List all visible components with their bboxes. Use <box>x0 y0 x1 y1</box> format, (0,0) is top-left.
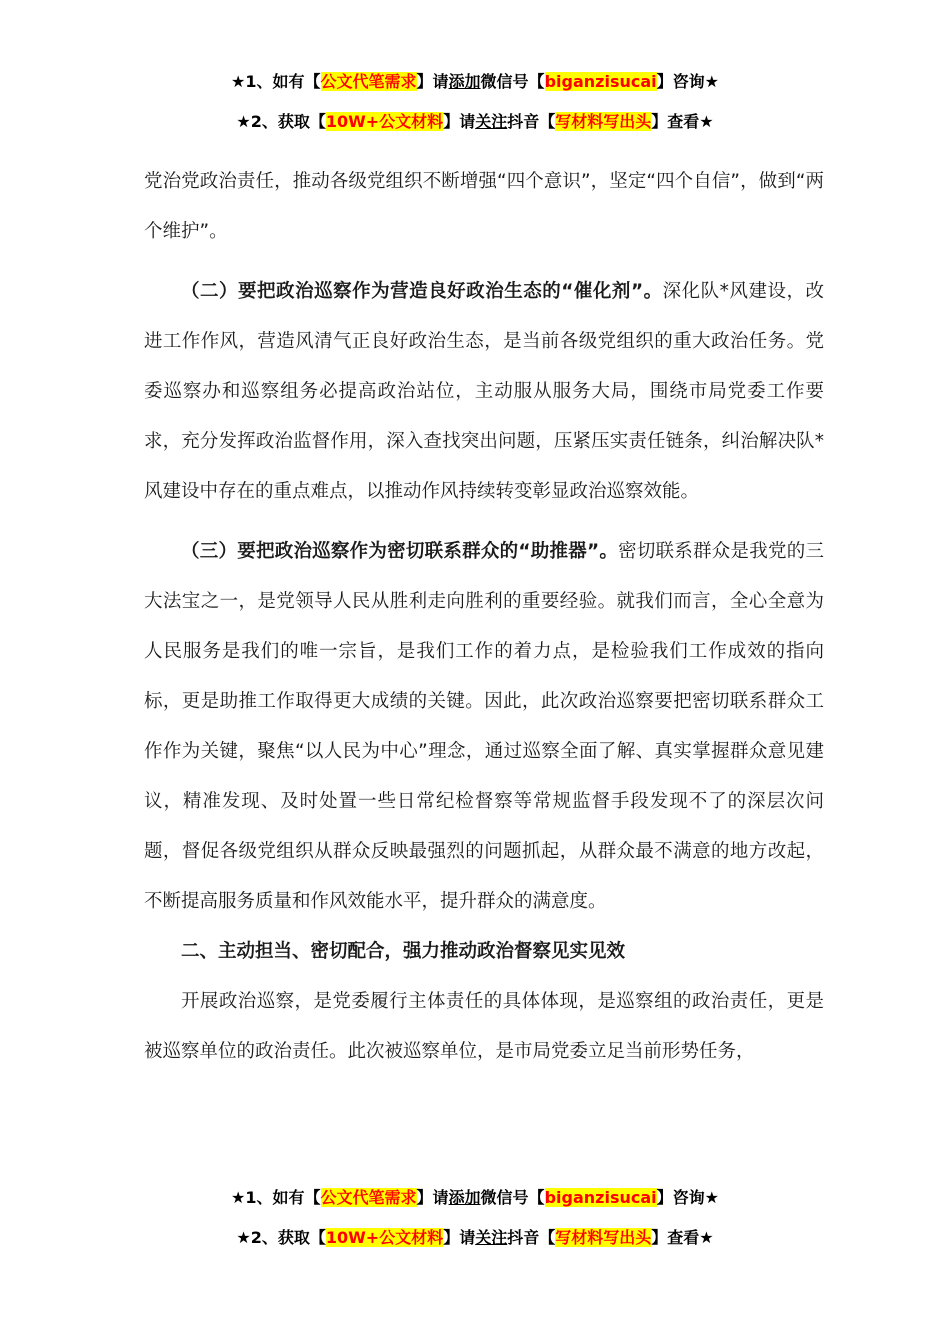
document-body <box>144 157 824 1077</box>
paragraph-text: 密切联系群众是我党的三大法宝之一，是党领导人民从胜利走向胜利的重要经验。就我们而言，全心全意为人民服务是我们的唯一宗旨，是我们工作的着力点，是检验我们工作成效的指向标，更是助推工作取得更大成绩的关键。因此，此次政治巡察要把密切联系群众工作作为关键，聚焦“以人民为中心”理念，通过巡察全面了解、真实掌握群众意见建议，精准发现、及时处置一些日常纪检督察等常规监督手段发现不了的深层次问题，督促各级党组织从群众反映最强烈的问题抓起，从群众最不满意的地方改起，不断提高服务质量和作风效能水平，提升群众的满意度。 <box>144 541 824 912</box>
banner-text: ★1、如有【 <box>231 1188 321 1207</box>
banner-text: 微信号【 <box>480 1188 545 1207</box>
banner-line-1 <box>0 70 950 94</box>
banner-underline: 关注 <box>475 1228 508 1247</box>
paragraph: 开展政治巡察，是党委履行主体责任的具体体现，是巡察组的政治责任，更是被巡察单位的政治责任。此次被巡察单位，是市局党委立足当前形势任务， <box>144 991 824 1062</box>
banner-highlight: 10W+公文材料 <box>325 1228 444 1247</box>
banner-highlight: 写材料写出头 <box>555 1228 652 1247</box>
section-heading: 二、主动担当、密切配合，强力推动政治督察见实见效 <box>181 941 626 962</box>
banner-text: 】请 <box>416 72 449 91</box>
banner-text: 抖音【 <box>507 1228 556 1247</box>
banner-text: 抖音【 <box>507 112 556 131</box>
paragraph-lead: （二）要把政治巡察作为营造良好政治生态的“催化剂”。 <box>181 281 663 302</box>
banner-underline: 关注 <box>475 112 508 131</box>
banner-text: ★2、获取【 <box>236 112 326 131</box>
paragraph: 党治党政治责任，推动各级党组织不断增强“四个意识”，坚定“四个自信”，做到“两个维护”。 <box>144 171 824 242</box>
paragraph <box>144 267 824 517</box>
banner-line-2 <box>0 1226 950 1250</box>
banner-line-1 <box>0 1186 950 1210</box>
banner-highlight: 公文代笔需求 <box>320 1188 417 1207</box>
banner-text: 】请 <box>443 112 476 131</box>
banner-text: 】查看★ <box>651 112 714 131</box>
banner-highlight: biganzisucai <box>544 1188 657 1207</box>
banner-text: 微信号【 <box>480 72 545 91</box>
banner-text: 】请 <box>443 1228 476 1247</box>
paragraph <box>144 527 824 927</box>
banner-text: ★2、获取【 <box>236 1228 326 1247</box>
banner-text: 】咨询★ <box>656 1188 719 1207</box>
banner-line-2 <box>0 110 950 134</box>
banner-highlight: 写材料写出头 <box>555 112 652 131</box>
paragraph-text: 深化队*风建设，改进工作作风，营造风清气正良好政治生态，是当前各级党组织的重大政治任务。党委巡察办和巡察组务必提高政治站位，主动服从服务大局，围绕市局党委工作要求，充分发挥政治监督作用，深入查找突出问题，压紧压实责任链条，纠治解决队*风建设中存在的重点难点，以推动作风持续转变彰显政治巡察效能。 <box>144 281 824 502</box>
banner-text: 】请 <box>416 1188 449 1207</box>
banner-text: ★1、如有【 <box>231 72 321 91</box>
banner-highlight: biganzisucai <box>544 72 657 91</box>
banner-highlight: 10W+公文材料 <box>325 112 444 131</box>
banner-underline: 添加 <box>448 72 481 91</box>
banner-text: 】查看★ <box>651 1228 714 1247</box>
footer-banner <box>0 1186 950 1250</box>
banner-text: 】咨询★ <box>656 72 719 91</box>
header-banner <box>0 70 950 134</box>
banner-underline: 添加 <box>448 1188 481 1207</box>
paragraph-lead: （三）要把政治巡察作为密切联系群众的“助推器”。 <box>181 541 619 562</box>
banner-highlight: 公文代笔需求 <box>320 72 417 91</box>
